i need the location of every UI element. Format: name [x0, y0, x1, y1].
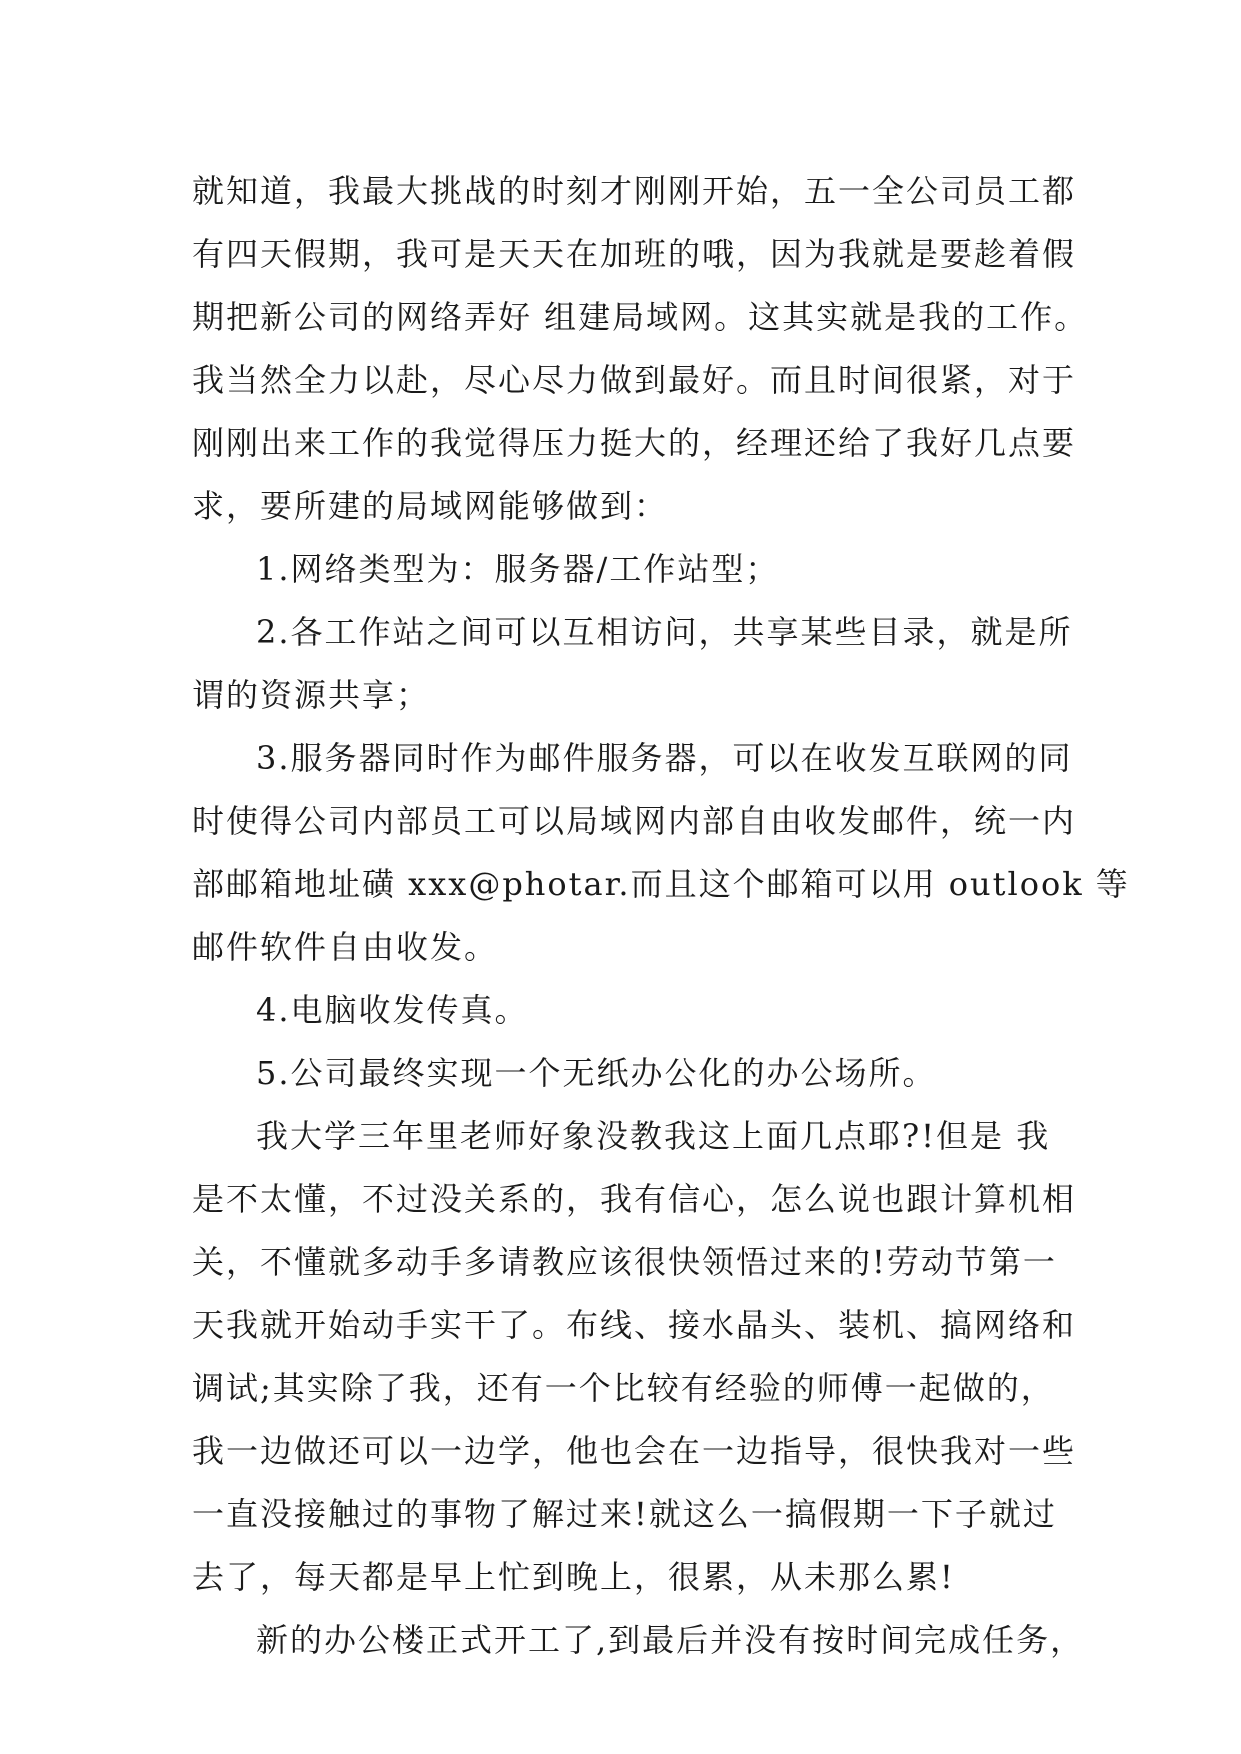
text-line: 刚刚出来工作的我觉得压力挺大的，经理还给了我好几点要 — [192, 424, 1077, 462]
text-line: 有四天假期，我可是天天在加班的哦，因为我就是要趁着假 — [192, 235, 1077, 273]
paragraph-start: 新的办公楼正式开工了,到最后并没有按时间完成任务， — [256, 1621, 1085, 1659]
text-line: 时使得公司内部员工可以局域网内部自由收发邮件，统一内 — [192, 802, 1077, 840]
text-line: 我当然全力以赴，尽心尽力做到最好。而且时间很紧，对于 — [192, 361, 1077, 399]
body-text — [192, 160, 1130, 1672]
text-line: 求，要所建的局域网能够做到： — [192, 487, 669, 525]
list-item: 2.各工作站之间可以互相访问，共享某些目录，就是所 — [256, 613, 1073, 651]
text-line: 一直没接触过的事物了解过来!就这么一搞假期一下子就过 — [192, 1495, 1057, 1533]
text-line: 去了，每天都是早上忙到晚上，很累，从未那么累! — [192, 1558, 955, 1596]
list-item: 3.服务器同时作为邮件服务器，可以在收发互联网的同 — [256, 739, 1073, 777]
text-line: 期把新公司的网络弄好 组建局域网。这其实就是我的工作。 — [192, 298, 1089, 336]
text-line: 邮件软件自由收发。 — [192, 928, 499, 966]
text-line: 关，不懂就多动手多请教应该很快领悟过来的!劳动节第一 — [192, 1243, 1057, 1281]
list-item: 4.电脑收发传真。 — [256, 991, 529, 1029]
paragraph-start: 我大学三年里老师好象没教我这上面几点耶?!但是 我 — [256, 1117, 1051, 1155]
list-item: 1.网络类型为：服务器/工作站型； — [256, 550, 780, 588]
text-line: 是不太懂，不过没关系的，我有信心，怎么说也跟计算机相 — [192, 1180, 1077, 1218]
text-line: 我一边做还可以一边学，他也会在一边指导，很快我对一些 — [192, 1432, 1077, 1470]
text-line: 天我就开始动手实干了。布线、接水晶头、装机、搞网络和 — [192, 1306, 1077, 1344]
text-line: 调试;其实除了我，还有一个比较有经验的师傅一起做的， — [192, 1369, 1055, 1407]
list-item: 5.公司最终实现一个无纸办公化的办公场所。 — [256, 1054, 937, 1092]
text-line: 部邮箱地址磺 xxx@photar.而且这个邮箱可以用 outlook 等 — [192, 865, 1130, 903]
text-line: 谓的资源共享； — [192, 676, 431, 714]
text-line: 就知道，我最大挑战的时刻才刚刚开始，五一全公司员工都 — [192, 172, 1077, 210]
